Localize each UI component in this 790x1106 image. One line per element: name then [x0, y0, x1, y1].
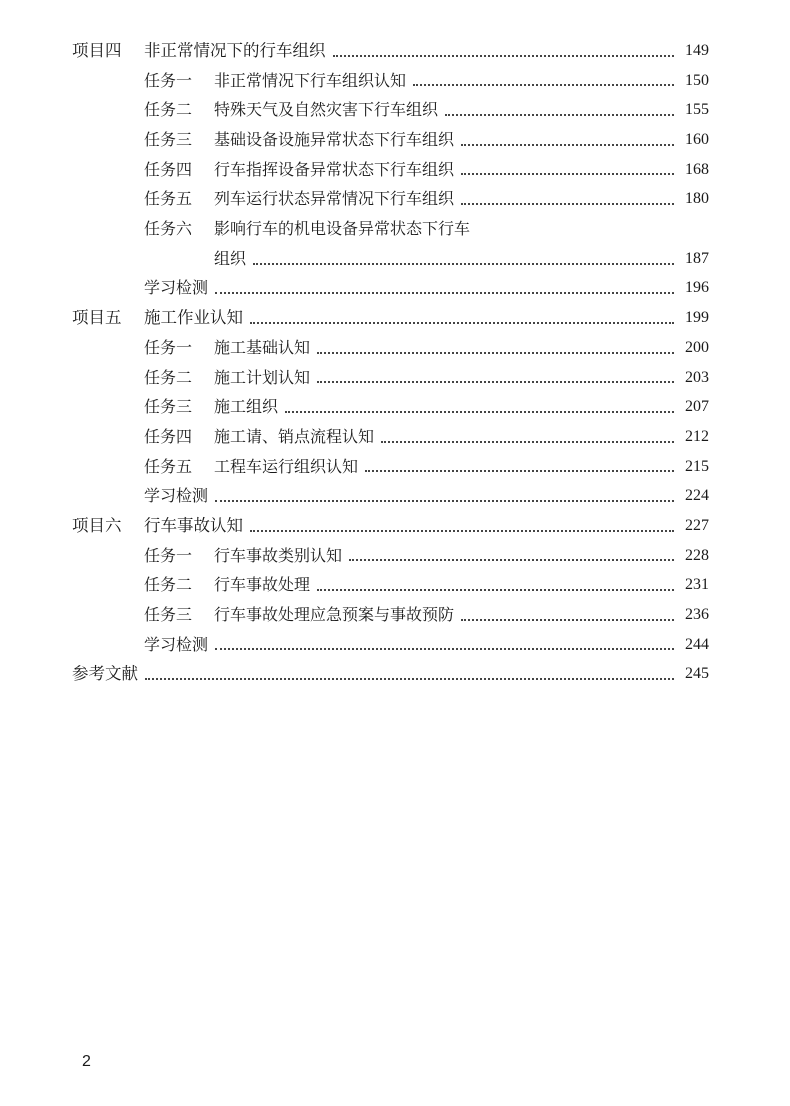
toc-chapter-entry: [72, 659, 709, 689]
toc-entry-page: 212: [685, 427, 709, 445]
toc-task-entry: [72, 333, 709, 363]
dot-leader: [461, 203, 674, 205]
toc-task-entry: [72, 600, 709, 630]
toc-task-entry: [72, 125, 709, 155]
toc-entry-title: 基础设备设施异常状态下行车组织: [214, 130, 455, 150]
toc-entry-number: 任务四: [144, 159, 193, 179]
toc-entry-number: 任务三: [144, 130, 193, 150]
toc-entry-title: 行车事故处理: [214, 575, 311, 595]
dot-leader: [461, 619, 674, 621]
toc-chapter-entry: [72, 36, 709, 66]
toc-entry-title: 学习检测: [144, 634, 209, 654]
dot-leader: [215, 648, 674, 650]
toc-entry-page: 228: [685, 546, 709, 564]
toc-task-entry: [72, 214, 709, 244]
toc-task-entry: [72, 184, 709, 214]
toc-entry-title: 施工作业认知: [144, 308, 243, 328]
toc-entry-title: 施工计划认知: [214, 367, 311, 387]
toc-entry-title: 参考文献: [72, 664, 138, 684]
toc-entry-page: 196: [685, 279, 709, 297]
toc-entry-page: 244: [685, 635, 709, 653]
toc-task-entry: [72, 541, 709, 571]
toc-entry-title: 行车事故类别认知: [214, 545, 343, 565]
dot-leader: [253, 263, 674, 265]
dot-leader: [145, 678, 674, 680]
toc-entry-number: 任务四: [144, 426, 193, 446]
toc-entry-page: 187: [685, 249, 709, 267]
toc-entry-page: 150: [685, 71, 709, 89]
toc-entry-page: 245: [685, 665, 709, 683]
toc-entry-page: 215: [685, 457, 709, 475]
toc-entry-title: 行车指挥设备异常状态下行车组织: [214, 159, 455, 179]
toc-entry-number: 任务三: [144, 397, 193, 417]
dot-leader: [381, 441, 674, 443]
toc-entry-page: 203: [685, 368, 709, 386]
dot-leader: [215, 500, 674, 502]
dot-leader: [333, 55, 675, 57]
toc-entry-title: 学习检测: [144, 486, 209, 506]
toc-entry-title: 非正常情况下的行车组织: [144, 40, 326, 60]
dot-leader: [317, 589, 674, 591]
toc-entry-page: 149: [685, 41, 709, 59]
toc-task-entry: [72, 452, 709, 482]
toc-entry-page: 207: [685, 398, 709, 416]
toc-task-entry: [72, 630, 709, 660]
toc-task-entry: [72, 363, 709, 393]
toc-task-entry: [72, 570, 709, 600]
toc-entry-page: 199: [685, 309, 709, 327]
dot-leader: [250, 530, 674, 532]
dot-leader: [285, 411, 674, 413]
toc-entry-page: 160: [685, 131, 709, 149]
toc-entry-title: 施工请、销点流程认知: [214, 426, 375, 446]
toc-entry-page: 155: [685, 101, 709, 119]
toc-entry-number: 任务一: [144, 337, 193, 357]
toc-entry-title: 列车运行状态异常情况下行车组织: [214, 189, 455, 209]
dot-leader: [365, 470, 674, 472]
dot-leader: [250, 322, 674, 324]
toc-entry-number: 任务二: [144, 575, 193, 595]
dot-leader: [461, 144, 674, 146]
dot-leader: [445, 114, 674, 116]
toc-task-entry: [72, 422, 709, 452]
toc-entry-number: 任务六: [144, 219, 193, 239]
toc-entry-title: 工程车运行组织认知: [214, 456, 359, 476]
dot-leader: [317, 381, 674, 383]
toc-entry-title: 施工组织: [214, 397, 279, 417]
toc-chapter-entry: [72, 303, 709, 333]
toc-task-entry: [72, 274, 709, 304]
toc-task-entry: [72, 481, 709, 511]
toc-entry-number: 任务二: [144, 100, 193, 120]
toc-entry-number: 项目四: [72, 40, 122, 60]
toc-task-entry: [72, 244, 709, 274]
toc-entry-title: 施工基础认知: [214, 337, 311, 357]
toc-entry-number: 任务一: [144, 545, 193, 565]
toc-entry-title: 影响行车的机电设备异常状态下行车: [214, 219, 471, 239]
toc-entry-number: 项目六: [72, 515, 122, 535]
page-number: 2: [82, 1053, 91, 1070]
toc-task-entry: [72, 95, 709, 125]
toc-entry-title: 特殊天气及自然灾害下行车组织: [214, 100, 439, 120]
table-of-contents: [72, 36, 709, 689]
toc-entry-page: 200: [685, 338, 709, 356]
toc-entry-number: 任务三: [144, 605, 193, 625]
toc-entry-title: 组织: [214, 248, 247, 268]
toc-task-entry: [72, 392, 709, 422]
toc-entry-number: 任务二: [144, 367, 193, 387]
toc-entry-page: 180: [685, 190, 709, 208]
toc-entry-number: 任务一: [144, 70, 193, 90]
toc-chapter-entry: [72, 511, 709, 541]
toc-entry-page: 168: [685, 160, 709, 178]
toc-entry-title: 学习检测: [144, 278, 209, 298]
toc-entry-page: 231: [685, 576, 709, 594]
toc-entry-title: 行车事故处理应急预案与事故预防: [214, 605, 455, 625]
dot-leader: [413, 84, 674, 86]
toc-task-entry: [72, 155, 709, 185]
toc-entry-page: 227: [685, 516, 709, 534]
dot-leader: [215, 292, 674, 294]
toc-entry-page: 236: [685, 606, 709, 624]
dot-leader: [317, 352, 674, 354]
toc-entry-title: 非正常情况下行车组织认知: [214, 70, 407, 90]
toc-entry-number: 项目五: [72, 308, 122, 328]
dot-leader: [461, 173, 674, 175]
dot-leader: [349, 559, 674, 561]
toc-task-entry: [72, 66, 709, 96]
toc-entry-number: 任务五: [144, 456, 193, 476]
toc-entry-number: 任务五: [144, 189, 193, 209]
toc-entry-title: 行车事故认知: [144, 515, 243, 535]
toc-entry-page: 224: [685, 487, 709, 505]
